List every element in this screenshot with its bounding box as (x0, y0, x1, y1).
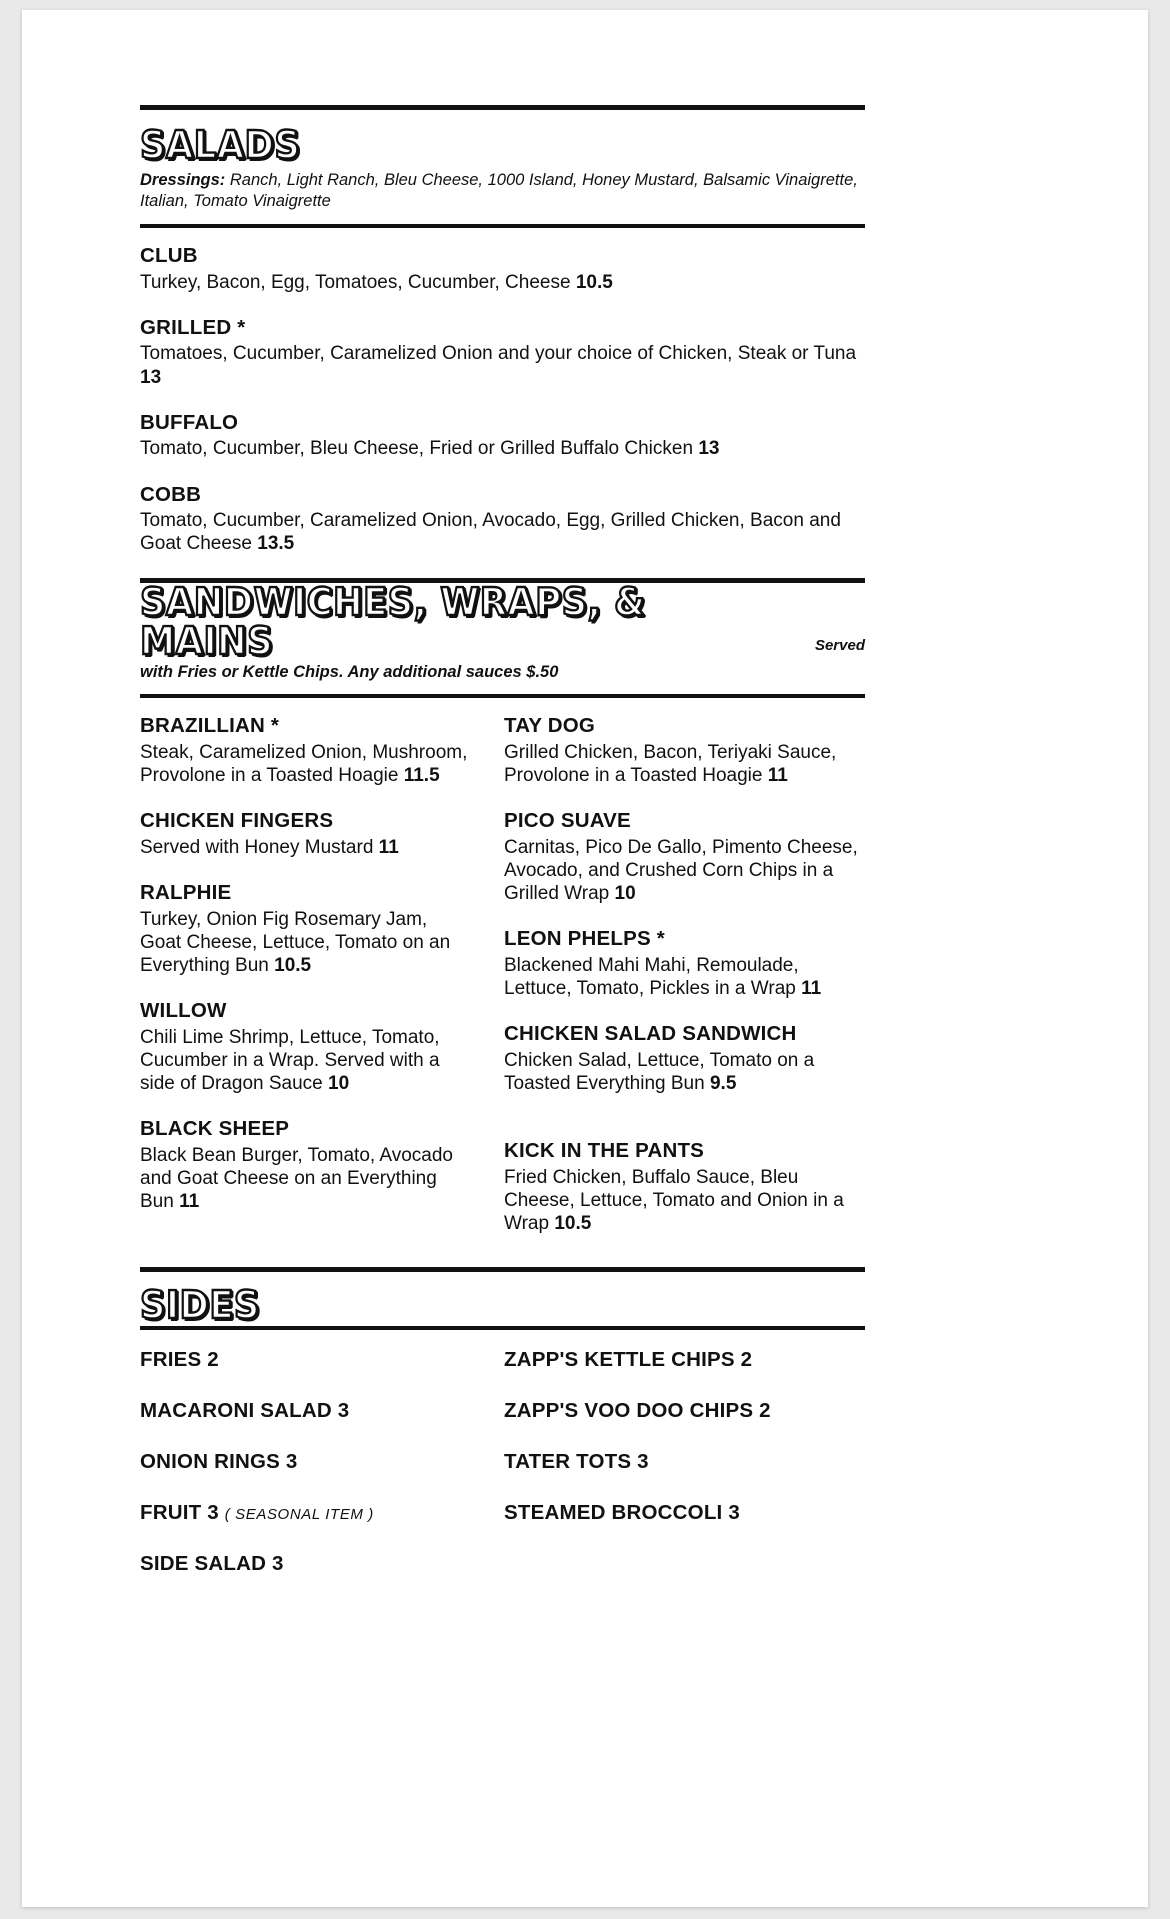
item-desc-text: Black Bean Burger, Tomato, Avocado and Goat Cheese on an Everything Bun (140, 1144, 453, 1213)
item-price: 11 (378, 836, 399, 858)
menu-item[interactable] (504, 1139, 864, 1235)
mains-served-label: Served (814, 637, 865, 655)
section-heading-sides: SIDES (140, 1283, 260, 1328)
menu-item[interactable] (140, 316, 865, 389)
side-item[interactable] (504, 1450, 834, 1474)
menu-paper (22, 10, 1148, 1907)
item-desc-text: Turkey, Onion Fig Rosemary Jam, Goat Cheese, Lettuce, Tomato on an Everything Bun (140, 908, 451, 976)
salads-dressings (140, 170, 862, 212)
section-heading-salads: SALADS (140, 123, 301, 167)
item-name: CLUB (140, 244, 198, 268)
side-item[interactable] (140, 1348, 470, 1372)
column-spacer (504, 1117, 864, 1139)
item-description (504, 1166, 864, 1236)
item-price: 11 (179, 1191, 200, 1213)
item-description (140, 836, 470, 859)
side-item-qualifier: ( SEASONAL ITEM ) (224, 1506, 374, 1524)
item-price: 10.5 (274, 954, 312, 976)
side-item[interactable] (140, 1501, 470, 1525)
menu-content (140, 105, 865, 1603)
item-desc-text: Served with Honey Mustard (140, 836, 379, 858)
item-description (140, 1026, 470, 1096)
item-description (140, 1144, 470, 1214)
item-price: 13.5 (257, 533, 295, 555)
item-price: 10.5 (575, 271, 613, 293)
item-name: CHICKEN SALAD SANDWICH (504, 1022, 797, 1046)
side-item-label: STEAMED BROCCOLI 3 (504, 1501, 740, 1525)
item-price: 11.5 (403, 765, 440, 787)
item-name: PICO SUAVE (504, 809, 631, 833)
item-price: 10 (328, 1073, 350, 1095)
menu-item[interactable] (504, 809, 864, 905)
item-desc-text: Grilled Chicken, Bacon, Teriyaki Sauce, Provolone in a Toasted Hoagie (504, 741, 837, 787)
item-description (140, 271, 865, 294)
item-name: GRILLED * (140, 315, 246, 339)
item-desc-text: Tomato, Cucumber, Caramelized Onion, Avocado, Egg, Grilled Chicken, Bacon and Goat Cheese (140, 510, 841, 555)
item-description (140, 908, 470, 978)
side-item-label: ONION RINGS 3 (140, 1450, 298, 1474)
dressings-list: Ranch, Light Ranch, Bleu Cheese, 1000 Island, Honey Mustard, Balsamic Vinaigrette, Italian, Tomato Vinaigrette (140, 170, 858, 210)
mains-column-left (140, 714, 470, 1257)
item-desc-text: Chicken Salad, Lettuce, Tomato on a Toasted Everything Bun (504, 1049, 815, 1095)
item-description (504, 1049, 864, 1095)
sides-columns (140, 1330, 865, 1603)
item-description (140, 437, 865, 460)
item-name: BRAZILLIAN * (140, 714, 280, 738)
side-item-label: FRIES 2 (140, 1348, 219, 1372)
menu-item[interactable] (504, 714, 864, 787)
dressings-label: Dressings: (140, 170, 226, 189)
side-item-label: FRUIT 3 (140, 1501, 219, 1525)
item-name: WILLOW (140, 999, 227, 1023)
item-desc-text: Blackened Mahi Mahi, Remoulade, Lettuce, Tomato, Pickles in a Wrap (504, 954, 802, 1000)
side-item[interactable] (504, 1501, 834, 1525)
menu-item[interactable] (504, 1022, 864, 1095)
item-desc-text: Chili Lime Shrimp, Lettuce, Tomato, Cucumber in a Wrap. Served with a side of Dragon Sauce (140, 1026, 440, 1095)
menu-item[interactable] (140, 714, 470, 787)
item-name: TAY DOG (504, 714, 596, 738)
item-price: 10.5 (554, 1213, 592, 1235)
menu-item[interactable] (140, 1117, 470, 1213)
item-name: KICK IN THE PANTS (504, 1139, 705, 1163)
item-desc-text: Fried Chicken, Buffalo Sauce, Bleu Cheese, Lettuce, Tomato and Onion in a Wrap (504, 1166, 844, 1235)
menu-item[interactable] (140, 244, 865, 294)
side-item[interactable] (504, 1348, 834, 1372)
item-desc-text: Turkey, Bacon, Egg, Tomatoes, Cucumber, Cheese (140, 271, 576, 293)
item-desc-text: Tomato, Cucumber, Bleu Cheese, Fried or Grilled Buffalo Chicken (140, 438, 699, 460)
menu-item[interactable] (140, 999, 470, 1095)
menu-item[interactable] (140, 411, 865, 461)
item-name: BUFFALO (140, 410, 239, 434)
item-name: LEON PHELPS * (504, 927, 665, 951)
item-name: CHICKEN FINGERS (140, 809, 334, 833)
mains-note: with Fries or Kettle Chips. Any additional sauces $.50 (140, 663, 559, 682)
item-price: 11 (801, 978, 822, 1000)
mains-heading-row (140, 579, 865, 664)
section-salads (140, 110, 865, 224)
item-price: 10 (614, 883, 636, 905)
section-heading-mains: SANDWICHES, WRAPS, & MAINS (140, 579, 646, 664)
item-description (140, 741, 470, 787)
side-item[interactable] (140, 1399, 470, 1423)
side-item-label: ZAPP'S VOO DOO CHIPS 2 (504, 1399, 771, 1423)
sides-column-left (140, 1348, 470, 1603)
side-item-label: TATER TOTS 3 (504, 1450, 649, 1474)
sides-spacer (140, 1257, 865, 1267)
menu-item[interactable] (140, 881, 470, 977)
mains-column-right (504, 714, 864, 1257)
item-price: 11 (767, 765, 788, 787)
mains-columns (140, 698, 865, 1257)
side-item[interactable] (140, 1450, 470, 1474)
menu-item[interactable] (140, 809, 470, 859)
side-item[interactable] (504, 1399, 834, 1423)
item-description (504, 836, 864, 906)
item-name: COBB (140, 482, 202, 506)
menu-item[interactable] (504, 927, 864, 1000)
side-item-label: ZAPP'S KETTLE CHIPS 2 (504, 1348, 753, 1372)
side-item-label: MACARONI SALAD 3 (140, 1399, 350, 1423)
side-item[interactable] (140, 1552, 470, 1576)
menu-item[interactable] (140, 483, 865, 556)
item-description (140, 509, 865, 555)
item-desc-text: Tomatoes, Cucumber, Caramelized Onion and your choice of Chicken, Steak or Tuna (140, 343, 857, 365)
item-description (504, 741, 864, 787)
sides-column-right (504, 1348, 834, 1603)
item-name: RALPHIE (140, 881, 232, 904)
item-name: BLACK SHEEP (140, 1117, 290, 1141)
item-description (504, 954, 864, 1000)
section-sides (140, 1272, 865, 1326)
salads-item-list (140, 228, 865, 555)
item-description (140, 342, 865, 388)
item-desc-text: Carnitas, Pico De Gallo, Pimento Cheese, Avocado, and Crushed Corn Chips in a Grilled Wrap (504, 836, 858, 905)
item-price: 9.5 (709, 1073, 737, 1095)
item-desc-text: Steak, Caramelized Onion, Mushroom, Provolone in a Toasted Hoagie (140, 741, 468, 787)
item-price: 13 (140, 366, 162, 388)
item-price: 13 (698, 438, 720, 460)
side-item-label: SIDE SALAD 3 (140, 1552, 284, 1576)
